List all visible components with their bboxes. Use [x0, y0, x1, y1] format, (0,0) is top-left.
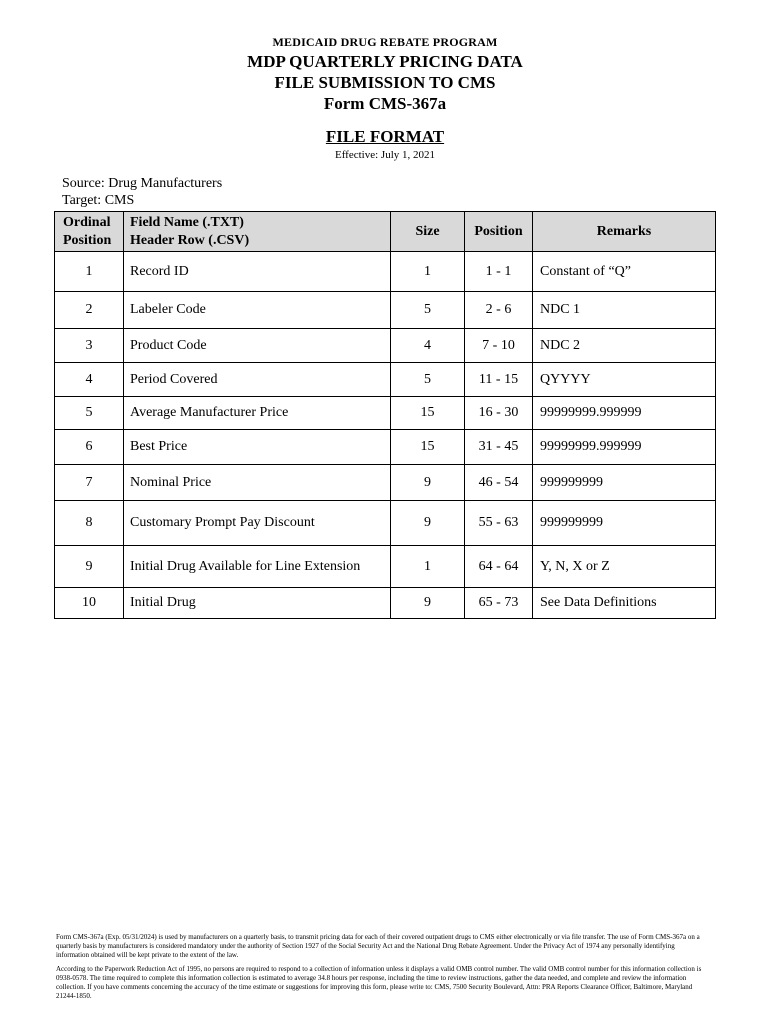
position-cell: 64 - 64: [465, 546, 533, 588]
table-header-row: [55, 212, 716, 252]
remarks-cell: NDC 1: [533, 292, 716, 329]
field-name-cell: Product Code: [124, 329, 391, 363]
file-format-table: [54, 211, 716, 619]
section-title: FILE FORMAT: [325, 127, 445, 146]
table-row: [55, 430, 716, 465]
position-cell: 2 - 6: [465, 292, 533, 329]
field-name-cell: Initial Drug Available for Line Extension: [124, 546, 391, 588]
table-row: [55, 397, 716, 430]
table-row: [55, 329, 716, 363]
ordinal-cell: 10: [55, 588, 124, 619]
table-row: [55, 292, 716, 329]
header-field-line2: Header Row (.CSV): [130, 232, 250, 248]
header-remarks: Remarks: [533, 212, 716, 252]
program-name: MEDICAID DRUG REBATE PROGRAM: [272, 35, 498, 49]
table-row: [55, 588, 716, 619]
field-name-cell: Nominal Price: [124, 465, 391, 501]
size-cell: 15: [391, 397, 465, 430]
remarks-cell: 99999999.999999: [533, 397, 716, 430]
ordinal-cell: 8: [55, 501, 124, 546]
table-row: [55, 546, 716, 588]
ordinal-cell: 3: [55, 329, 124, 363]
position-cell: 31 - 45: [465, 430, 533, 465]
ordinal-cell: 7: [55, 465, 124, 501]
remarks-cell: QYYYY: [533, 363, 716, 397]
field-name-cell: Record ID: [124, 252, 391, 292]
remarks-cell: Constant of “Q”: [533, 252, 716, 292]
ordinal-cell: 5: [55, 397, 124, 430]
position-cell: 1 - 1: [465, 252, 533, 292]
ordinal-cell: 4: [55, 363, 124, 397]
table-row: [55, 252, 716, 292]
header-field-line1: Field Name (.TXT): [130, 214, 244, 230]
form-number: Form CMS-367a: [323, 94, 447, 113]
position-cell: 46 - 54: [465, 465, 533, 501]
header-position: Position: [465, 212, 533, 252]
size-cell: 4: [391, 329, 465, 363]
field-name-cell: Best Price: [124, 430, 391, 465]
header-ordinal-line1: Ordinal: [63, 214, 111, 230]
field-name-cell: Customary Prompt Pay Discount: [124, 501, 391, 546]
remarks-cell: 99999999.999999: [533, 430, 716, 465]
field-name-cell: Average Manufacturer Price: [124, 397, 391, 430]
source-target-block: [62, 175, 222, 209]
position-cell: 55 - 63: [465, 501, 533, 546]
size-cell: 5: [391, 292, 465, 329]
size-cell: 9: [391, 465, 465, 501]
remarks-cell: NDC 2: [533, 329, 716, 363]
effective-date: Effective: July 1, 2021: [335, 149, 435, 161]
ordinal-cell: 9: [55, 546, 124, 588]
header-ordinal-line2: Position: [63, 232, 112, 248]
target-line: Target: CMS: [62, 193, 135, 208]
remarks-cell: 999999999: [533, 501, 716, 546]
source-line: Source: Drug Manufacturers: [62, 176, 223, 191]
table-row: [55, 363, 716, 397]
document-title: MDP QUARTERLY PRICING DATA: [247, 52, 523, 71]
position-cell: 7 - 10: [465, 329, 533, 363]
table-row: [55, 501, 716, 546]
size-cell: 1: [391, 546, 465, 588]
header-ordinal-position: [55, 212, 124, 252]
field-name-cell: Period Covered: [124, 363, 391, 397]
position-cell: 11 - 15: [465, 363, 533, 397]
remarks-cell: See Data Definitions: [533, 588, 716, 619]
position-cell: 65 - 73: [465, 588, 533, 619]
size-cell: 15: [391, 430, 465, 465]
ordinal-cell: 1: [55, 252, 124, 292]
field-name-cell: Initial Drug: [124, 588, 391, 619]
privacy-act-notice: Form CMS-367a (Exp. 05/31/2024) is used by manufacturers on a quarterly basis, to transmit pricing data for each of their covered outpatient drugs to CMS either electronically or via file transfer. The use of Form CMS-367a on a quarterly basis by manufacturers is considered mandatory under the authority of Section 1927 of the Social Security Act and the National Drug Rebate Agreement. Under the Privacy Act of 1974 any personally identifying information obtained will be kept private to the extent of the law.: [56, 933, 700, 959]
table-row: [55, 465, 716, 501]
remarks-cell: 999999999: [533, 465, 716, 501]
size-cell: 9: [391, 588, 465, 619]
size-cell: 5: [391, 363, 465, 397]
document-subtitle: FILE SUBMISSION TO CMS: [274, 73, 496, 92]
field-name-cell: Labeler Code: [124, 292, 391, 329]
paperwork-reduction-notice: According to the Paperwork Reduction Act of 1995, no persons are required to respond to a collection of information unless it displays a valid OMB control number. The valid OMB control number for this information collection is 0938-0578. The time required to complete this information collection is estimated to average 34.8 hours per response, including the time to review instructions, gather the data needed, and complete and review the information collection. If you have comments concerning the accuracy of the time estimate or suggestions for improving this form, please write to: CMS, 7500 Security Boulevard, Attn: PRA Reports Clearance Officer, Baltimore, Maryland 21244-1850.: [56, 965, 702, 1000]
ordinal-cell: 2: [55, 292, 124, 329]
header-size: Size: [391, 212, 465, 252]
remarks-cell: Y, N, X or Z: [533, 546, 716, 588]
size-cell: 1: [391, 252, 465, 292]
size-cell: 9: [391, 501, 465, 546]
header-field-name: [124, 212, 391, 252]
ordinal-cell: 6: [55, 430, 124, 465]
position-cell: 16 - 30: [465, 397, 533, 430]
